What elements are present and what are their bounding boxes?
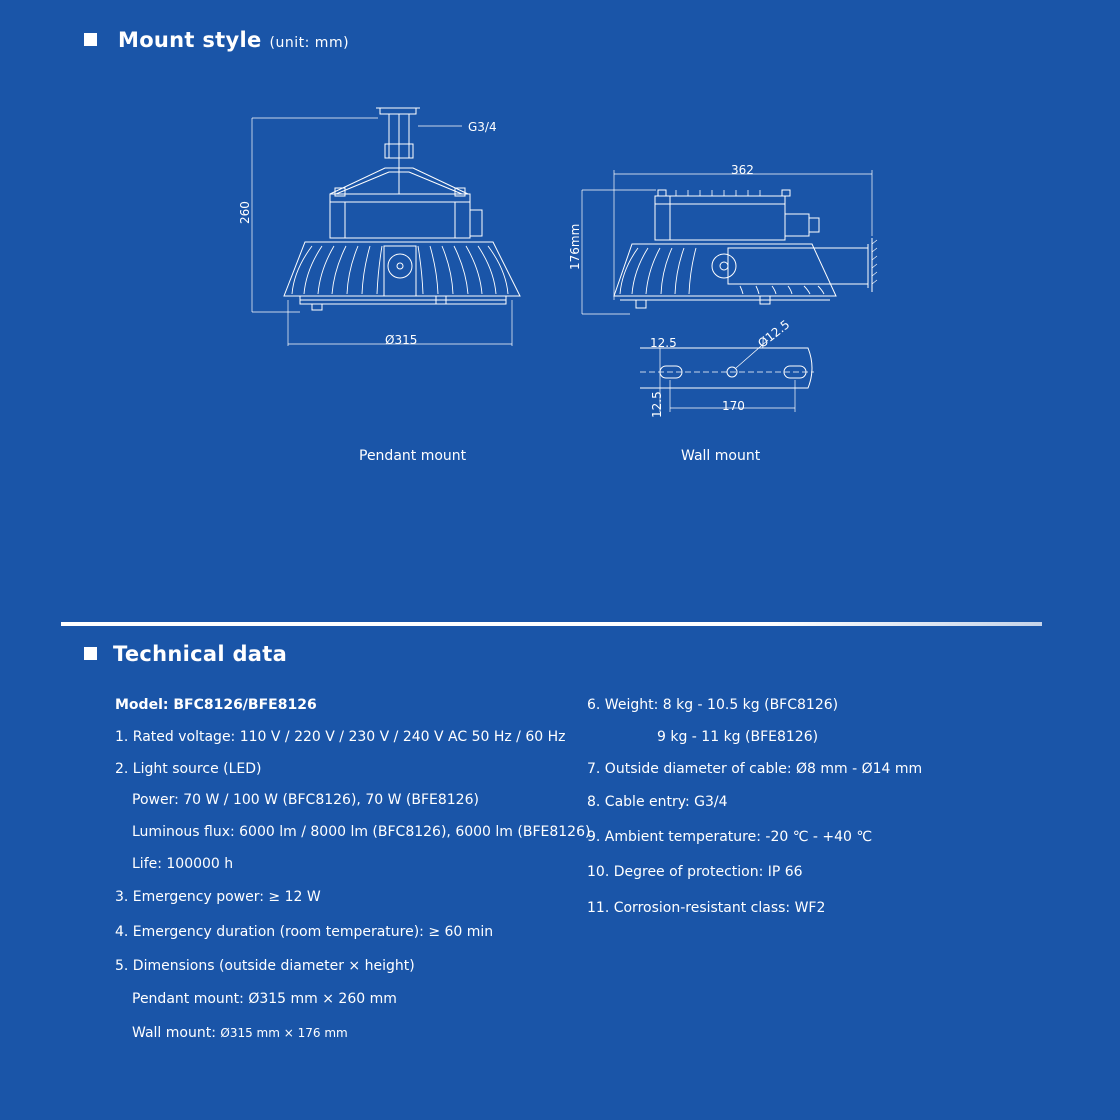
pendant-thread-label: G3/4 — [468, 120, 497, 134]
spec-line: 9 kg - 11 kg (BFE8126) — [657, 729, 819, 745]
wall-height-label: 176mm — [568, 223, 582, 270]
technical-data-heading — [84, 642, 287, 666]
spec-line: Luminous flux: 6000 lm / 8000 lm (BFC8126), 6000 lm (BFE8126) — [132, 824, 591, 840]
pendant-height-label: 260 — [238, 201, 252, 224]
pendant-mount-drawing — [252, 108, 520, 346]
pendant-mount-caption: Pendant mount — [359, 448, 467, 464]
bracket-edge-side-label: 12.5 — [650, 391, 664, 418]
model-line: Model: BFC8126/BFE8126 — [115, 697, 317, 713]
wall-mount-value: Ø315 mm × 176 mm — [220, 1026, 348, 1040]
mount-style-unit: (unit: mm) — [269, 35, 350, 51]
heading-bullet-square — [84, 647, 97, 660]
wall-width-label: 362 — [731, 163, 754, 177]
bracket-spacing-label: 170 — [722, 399, 745, 413]
spec-line: Power: 70 W / 100 W (BFC8126), 70 W (BFE8126) — [132, 792, 479, 808]
spec-line: 11. Corrosion-resistant class: WF2 — [587, 900, 826, 916]
spec-line: 6. Weight: 8 kg - 10.5 kg (BFC8126) — [587, 697, 839, 713]
spec-line: 5. Dimensions (outside diameter × height) — [115, 958, 415, 974]
bracket-edge-top-label: 12.5 — [650, 336, 677, 350]
spec-line: 3. Emergency power: ≥ 12 W — [115, 889, 321, 905]
wall-mount-drawing — [582, 170, 877, 412]
spec-line: Pendant mount: Ø315 mm × 260 mm — [132, 991, 397, 1007]
spec-line: 8. Cable entry: G3/4 — [587, 794, 728, 810]
technical-data-title: Technical data — [113, 642, 288, 666]
mount-drawings — [0, 0, 1120, 480]
spec-line: 9. Ambient temperature: -20 ℃ - +40 ℃ — [587, 829, 873, 845]
mount-style-title: Mount style — [118, 28, 262, 52]
spec-line-wall-mount — [132, 1024, 348, 1042]
section-divider — [61, 622, 1042, 626]
bracket-hole-label: Ø12.5 — [755, 317, 793, 351]
wall-mount-caption: Wall mount — [681, 448, 761, 464]
spec-line: 7. Outside diameter of cable: Ø8 mm - Ø14 mm — [587, 761, 923, 777]
pendant-diameter-label: Ø315 — [385, 333, 418, 347]
spec-line: 10. Degree of protection: IP 66 — [587, 864, 803, 880]
spec-line: 2. Light source (LED) — [115, 761, 262, 777]
wall-mount-label: Wall mount: — [132, 1025, 221, 1041]
spec-line: Life: 100000 h — [132, 856, 234, 872]
spec-line: 1. Rated voltage: 110 V / 220 V / 230 V / 240 V AC 50 Hz / 60 Hz — [115, 729, 566, 745]
spec-line: 4. Emergency duration (room temperature): ≥ 60 min — [115, 924, 494, 940]
